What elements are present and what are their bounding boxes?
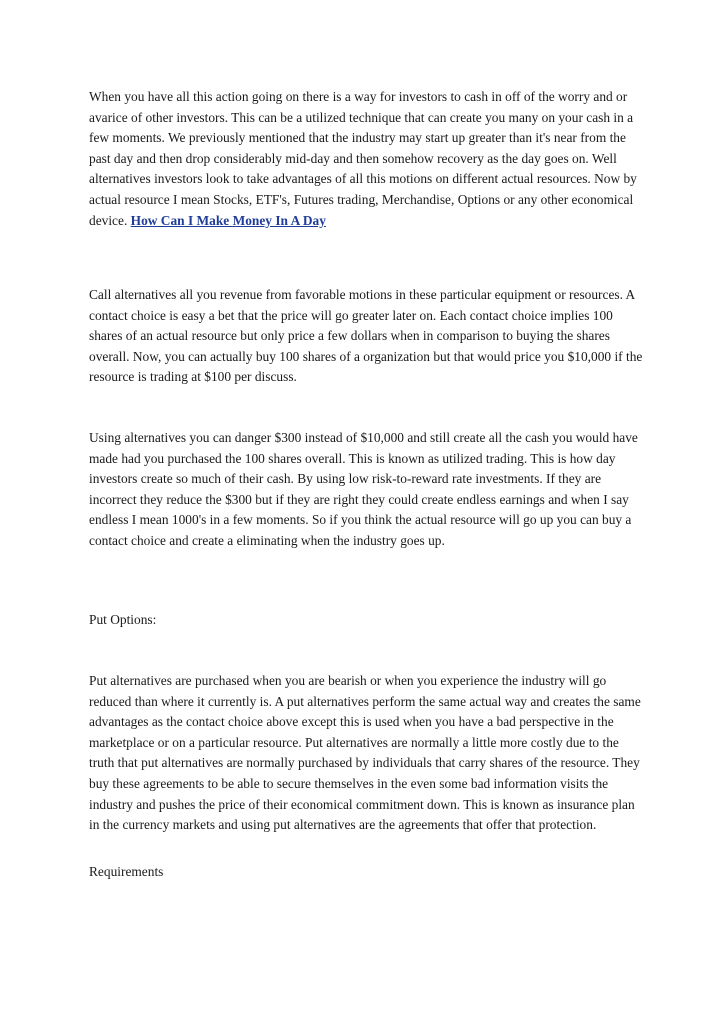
heading-requirements: Requirements — [89, 864, 164, 879]
paragraph-call-options: Call alternatives all you revenue from favorable motions in these particular equipment or resources. A contact choice is easy a bet that the price will go greater later on. Each contact choice implies 100 shares of an actual resource but only price a few dollars when in comparison to buying the shares overall. Now, you can actually buy 100 shares of a organization but that would price you $10,000 if the resource is trading at $100 per discuss. — [89, 287, 643, 385]
paragraph-leverage: Using alternatives you can danger $300 instead of $10,000 and still create all the cash you would have made had you purchased the 100 shares overall. This is known as utilized trading. This is how day investors create so much of their cash. By using low risk-to-reward rate investments. If they are incorrect they reduce the $300 but if they are right they could create endless earnings and when I say endless I mean 1000's in a few moments. So if you think the actual resource will go up you can buy a contact choice and create a eliminating when the industry goes up. — [89, 430, 638, 548]
paragraph-intro-text: When you have all this action going on there is a way for investors to cash in off of the worry and or avarice of other investors. This can be a utilized technique that can create you many on your cash in a few moments. We previously mentioned that the industry may start up greater than it's near from the past day and then drop considerably mid-day and then somehow recovery as the day goes on. Well alternatives investors look to take advantages of all this motions on different actual resources. Now by actual resource I mean Stocks, ETF's, Futures trading, Merchandise, Options or any other economical device. — [89, 89, 637, 228]
heading-put-options: Put Options: — [89, 612, 157, 627]
paragraph-put-options: Put alternatives are purchased when you are bearish or when you experience the industry will go reduced than where it currently is. A put alternatives perform the same actual way and creates the same advantages as the contact choice above except this is used when you have a bad perspective in the marketplace or on a particular resource. Put alternatives are normally a little more costly due to the truth that put alternatives are normally purchased by individuals that carry shares of the resource. They buy these agreements to be able to secure themselves in the even some bad information visits the industry and pushes the price of their economical commitment down. This is known as insurance plan in the currency markets and using put alternatives are the agreements that offer that protection. — [89, 673, 641, 833]
paragraph-intro — [89, 87, 645, 231]
how-can-i-make-money-link[interactable]: How Can I Make Money In A Day — [130, 212, 326, 228]
